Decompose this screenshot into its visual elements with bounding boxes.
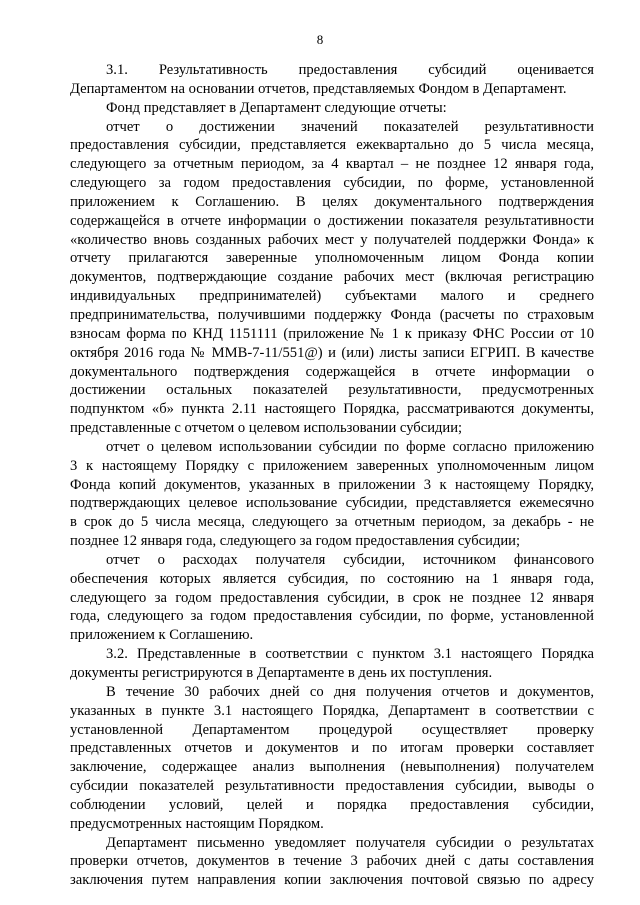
text-line: следующего за годом предоставления субсидии, по форме, установленной [70, 175, 594, 192]
text-line: позднее 12 января года, следующего за годом предоставления субсидии; [70, 533, 521, 550]
text-line: индивидуальных предпринимателей) субъектами малого и среднего [70, 288, 594, 305]
text-line: субсидии показателей результативности предоставления субсидии, выводы о [70, 778, 594, 795]
text-line: Фонд представляет в Департамент следующие отчеты: [106, 99, 447, 116]
text-line: 3.1. Результативность предоставления субсидий оценивается [106, 62, 594, 78]
text-line: предоставления субсидии, представляется ежеквартально до 5 числа месяца, [70, 137, 594, 154]
text-line: документов, подтверждающие создание рабочих мест (включая регистрацию [70, 269, 594, 286]
text-line: достижении остальных показателей результативности, предусмотренных [70, 382, 594, 399]
text-line: подпунктом «б» пункта 2.11 настоящего Порядка, рассматриваются документы, [70, 401, 594, 418]
text-line: приложением к Соглашению. В целях документального подтверждения [70, 193, 594, 210]
text-line: предусмотренных настоящим Порядком. [70, 815, 324, 832]
text-line: взносам форма по КНД 1151111 (приложение № 1 к приказу ФНС России от 10 [70, 325, 594, 342]
text-line: «количество вновь созданных рабочих мест у получателей поддержки Фонда» к [70, 231, 594, 248]
text-line: следующего за отчетным периодом, за 4 квартал – не позднее 12 января года, [70, 156, 594, 173]
text-line: октября 2016 года № ММВ-7-11/551@) и (или) листы записи ЕГРИП. В качестве [70, 344, 594, 361]
text-line: подтверждающих целевое использование субсидии, представляется ежемесячно [70, 495, 594, 512]
text-line: представленных отчетов и документов и по итогам проверки составляет [70, 740, 594, 757]
text-line: содержащейся в отчете информации о достижении показателя результативности [70, 212, 594, 229]
text-line: обеспечения которых является субсидия, по состоянию на 1 января года, [70, 570, 594, 587]
text-line: отчет о расходах получателя субсидии, источником финансового [106, 551, 594, 568]
page-number: 8 [316, 32, 324, 47]
text-line: отчет о целевом использовании субсидии по форме согласно приложению [106, 438, 594, 455]
text-line: года, следующего за годом предоставления субсидии, по форме, установленной [70, 608, 594, 625]
text-line: заключение, содержащее анализ выполнения (невыполнения) получателем [70, 759, 594, 776]
text-line: В течение 30 рабочих дней со дня получения отчетов и документов, [106, 683, 594, 700]
text-line: Фонда копий документов, указанных в приложении 3 к настоящему Порядку, [70, 476, 594, 493]
text-line: установленной Департаментом процедурой осуществляет проверку [70, 721, 594, 738]
text-line: отчет о достижении значений показателей результативности [106, 118, 594, 135]
text-line: соблюдении условий, целей и порядка предоставления субсидии, [70, 796, 594, 813]
text-line: Департаментом на основании отчетов, представляемых Фондом в Департамент. [70, 80, 567, 97]
text-line: следующего за годом предоставления субсидии, в срок не позднее 12 января [70, 589, 594, 606]
text-line: Департамент письменно уведомляет получателя субсидии о результатах [106, 834, 594, 851]
text-line: заключения путем направления копии заключения почтовой связью по адресу [70, 872, 594, 889]
text-line: документы регистрируются в Департаменте в день их поступления. [70, 665, 493, 681]
text-line: 3 к настоящему Порядку с приложением заверенных уполномоченным лицом [70, 457, 594, 474]
text-line: представленные с отчетом о целевом использовании субсидии; [70, 420, 463, 437]
text-line: проверки отчетов, документов в течение 3 рабочих дней с даты составления [70, 853, 594, 870]
text-line: указанных в пункте 3.1 настоящего Порядка, Департамент в соответствии с [70, 702, 594, 719]
text-line: 3.2. Представленные в соответствии с пунктом 3.1 настоящего Порядка [106, 646, 594, 663]
text-line: в срок до 5 числа месяца, следующего за отчетным периодом, за декабрь - не [70, 514, 594, 531]
document-body [70, 61, 594, 890]
text-line: предпринимательства, получившими поддержку Фонда (расчеты по страховым [70, 306, 594, 323]
text-line: отчету прилагаются заверенные уполномоченным лицом Фонда копии [70, 250, 594, 267]
text-line: приложением к Соглашению. [70, 627, 254, 644]
text-line: документального подтверждения содержащейся в отчете информации о [70, 363, 594, 380]
